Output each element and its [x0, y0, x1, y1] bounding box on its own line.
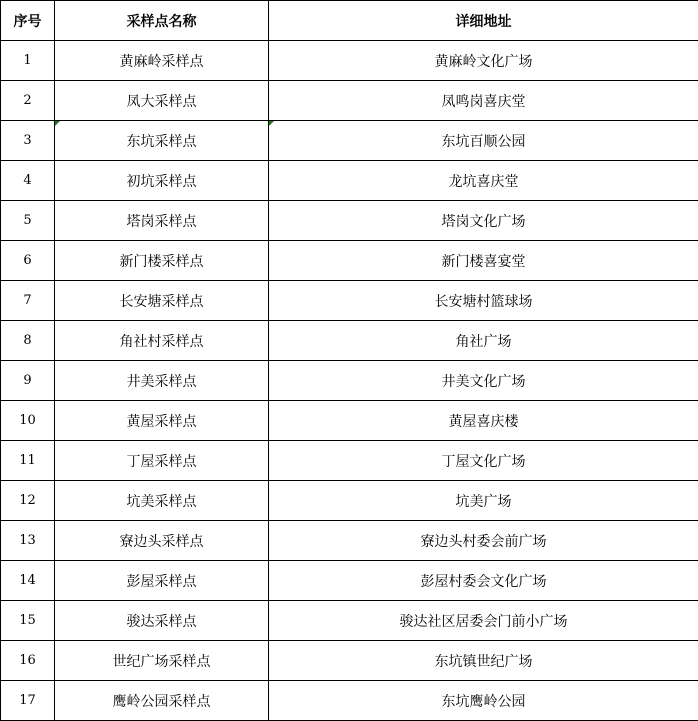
- row-index: 11: [1, 441, 55, 481]
- table-row: [1, 361, 698, 401]
- row-site-name: 井美采样点: [55, 361, 269, 401]
- row-site-name: 世纪广场采样点: [55, 641, 269, 681]
- row-site-name: 塔岗采样点: [55, 201, 269, 241]
- row-address: 井美文化广场: [269, 361, 698, 401]
- table-body: [1, 41, 698, 721]
- row-index: 13: [1, 521, 55, 561]
- row-index: 14: [1, 561, 55, 601]
- header-site-name: 采样点名称: [55, 1, 269, 41]
- row-address: 坑美广场: [269, 481, 698, 521]
- row-index: 7: [1, 281, 55, 321]
- row-index: 4: [1, 161, 55, 201]
- table-row: [1, 81, 698, 121]
- table-row: [1, 201, 698, 241]
- row-site-name: 彭屋采样点: [55, 561, 269, 601]
- table-row: [1, 121, 698, 161]
- table-row: [1, 601, 698, 641]
- table-row: [1, 521, 698, 561]
- header-address: 详细地址: [269, 1, 698, 41]
- row-site-name: 新门楼采样点: [55, 241, 269, 281]
- row-site-name: 丁屋采样点: [55, 441, 269, 481]
- row-address: 塔岗文化广场: [269, 201, 698, 241]
- row-address: 东坑百顺公园: [269, 121, 698, 161]
- table-row: [1, 161, 698, 201]
- row-address: 黄麻岭文化广场: [269, 41, 698, 81]
- row-address: 东坑鹰岭公园: [269, 681, 698, 721]
- row-site-name: 黄屋采样点: [55, 401, 269, 441]
- row-site-name: 鹰岭公园采样点: [55, 681, 269, 721]
- row-site-name: 黄麻岭采样点: [55, 41, 269, 81]
- row-index: 16: [1, 641, 55, 681]
- row-index: 1: [1, 41, 55, 81]
- row-site-name: 坑美采样点: [55, 481, 269, 521]
- row-address: 骏达社区居委会门前小广场: [269, 601, 698, 641]
- row-index: 9: [1, 361, 55, 401]
- row-index: 12: [1, 481, 55, 521]
- table-row: [1, 401, 698, 441]
- table-row: [1, 481, 698, 521]
- row-site-name: 骏达采样点: [55, 601, 269, 641]
- row-address: 龙坑喜庆堂: [269, 161, 698, 201]
- row-address: 凤鸣岗喜庆堂: [269, 81, 698, 121]
- table-row: [1, 281, 698, 321]
- table-row: [1, 681, 698, 721]
- row-address: 寮边头村委会前广场: [269, 521, 698, 561]
- row-address: 黄屋喜庆楼: [269, 401, 698, 441]
- table-row: [1, 41, 698, 81]
- table-row: [1, 441, 698, 481]
- row-site-name: 寮边头采样点: [55, 521, 269, 561]
- row-index: 2: [1, 81, 55, 121]
- row-index: 8: [1, 321, 55, 361]
- row-index: 5: [1, 201, 55, 241]
- table-row: [1, 561, 698, 601]
- table-row: [1, 241, 698, 281]
- table-header-row: [1, 1, 698, 41]
- row-index: 10: [1, 401, 55, 441]
- row-address: 丁屋文化广场: [269, 441, 698, 481]
- table-row: [1, 321, 698, 361]
- row-address: 新门楼喜宴堂: [269, 241, 698, 281]
- header-index: 序号: [1, 1, 55, 41]
- row-address: 彭屋村委会文化广场: [269, 561, 698, 601]
- row-address: 东坑镇世纪广场: [269, 641, 698, 681]
- row-site-name: 凤大采样点: [55, 81, 269, 121]
- table-row: [1, 641, 698, 681]
- row-index: 17: [1, 681, 55, 721]
- row-site-name: 角社村采样点: [55, 321, 269, 361]
- row-index: 6: [1, 241, 55, 281]
- row-site-name: 长安塘采样点: [55, 281, 269, 321]
- row-index: 15: [1, 601, 55, 641]
- row-site-name: 东坑采样点: [55, 121, 269, 161]
- row-site-name: 初坑采样点: [55, 161, 269, 201]
- row-address: 长安塘村篮球场: [269, 281, 698, 321]
- row-index: 3: [1, 121, 55, 161]
- row-address: 角社广场: [269, 321, 698, 361]
